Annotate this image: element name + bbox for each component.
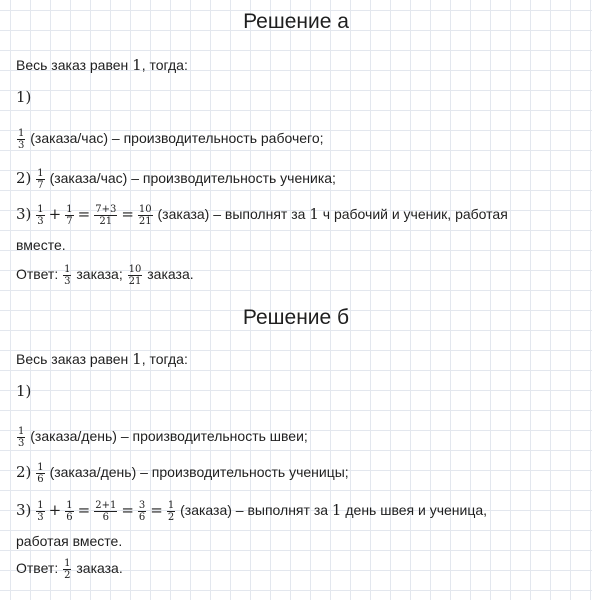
operator: = (150, 501, 163, 520)
fraction: $\frac{1}{2}$ (167, 500, 175, 523)
fraction: $\frac{10}{21}$ (128, 264, 142, 287)
fraction: $\frac{1}{3}$ (37, 204, 44, 227)
intro-text-end: , тогда: (141, 351, 188, 367)
step-text: (заказа/день) – производительность ученицы; (49, 464, 349, 481)
answer-text: заказа. (76, 560, 123, 577)
fraction: $\frac{1}{6}$ (37, 462, 44, 485)
solution-b-step3-continuation: работая вместе. (16, 533, 123, 549)
solution-b-step2 (16, 462, 349, 485)
operator: = (121, 205, 134, 224)
step-number: 1 (331, 501, 342, 520)
operator: + (48, 205, 62, 224)
intro-text: Весь заказ равен (16, 57, 129, 73)
fraction: $\frac{3}{6}$ (138, 500, 146, 523)
fraction: $\frac{2+1}{6}$ (95, 500, 117, 523)
fraction: $\frac{1}{3}$ (18, 128, 25, 151)
step-text-end: ч рабочий и ученик, работая (322, 206, 508, 223)
fraction: $\frac{1}{3}$ (37, 500, 44, 523)
solution-a-step3-continuation: вместе. (16, 237, 66, 253)
operator: = (77, 205, 91, 224)
answer-label: Ответ: (16, 560, 59, 577)
step-label: 3) (16, 205, 32, 224)
step-number: 1 (309, 205, 319, 224)
solution-a-answer (16, 264, 194, 287)
step-label: 3) (16, 501, 32, 520)
intro-number: 1 (132, 350, 142, 368)
step-text-end: день швея и ученица, (345, 502, 488, 519)
fraction: $\frac{10}{21}$ (138, 204, 152, 227)
solution-a-intro (16, 56, 188, 74)
solution-b-intro (16, 350, 188, 368)
answer-text: заказа. (147, 266, 194, 283)
fraction: $\frac{7+3}{21}$ (95, 204, 117, 227)
fraction: $\frac{1}{3}$ (18, 426, 25, 449)
solution-a-step2 (16, 168, 336, 191)
step-label: 2) (16, 169, 32, 188)
step-label: 2) (16, 463, 32, 482)
step-text: (заказа/час) – производительность ученика; (49, 170, 336, 187)
intro-text: Весь заказ равен (16, 351, 129, 367)
operator: = (77, 501, 91, 520)
answer-label: Ответ: (16, 266, 59, 283)
solution-b-step1 (16, 426, 308, 449)
answer-text: заказа; (76, 266, 123, 283)
fraction: $\frac{1}{2}$ (64, 558, 71, 581)
solution-b-title: Решение б (242, 306, 350, 329)
step-text: (заказа) – выполнят за (180, 502, 329, 519)
intro-number: 1 (132, 56, 142, 74)
fraction: $\frac{1}{6}$ (66, 500, 73, 523)
solution-a-title: Решение а (243, 10, 349, 33)
step-text: (заказа) – выполнят за (157, 206, 306, 223)
operator: + (48, 501, 62, 520)
operator: = (121, 501, 134, 520)
solution-b-step1-label: 1) (16, 382, 32, 400)
solution-b-answer (16, 558, 123, 581)
solution-a-step1-label: 1) (16, 88, 32, 106)
solution-b-step3 (16, 500, 487, 523)
fraction: $\frac{1}{7}$ (66, 204, 73, 227)
intro-text-end: , тогда: (141, 57, 188, 73)
solution-a-step1 (16, 128, 324, 151)
fraction: $\frac{1}{7}$ (37, 168, 44, 191)
solution-a-step3 (16, 204, 508, 227)
step-text: (заказа/день) – производительность швеи; (30, 428, 308, 445)
step-text: (заказа/час) – производительность рабочего; (30, 130, 324, 147)
fraction: $\frac{1}{3}$ (64, 264, 71, 287)
